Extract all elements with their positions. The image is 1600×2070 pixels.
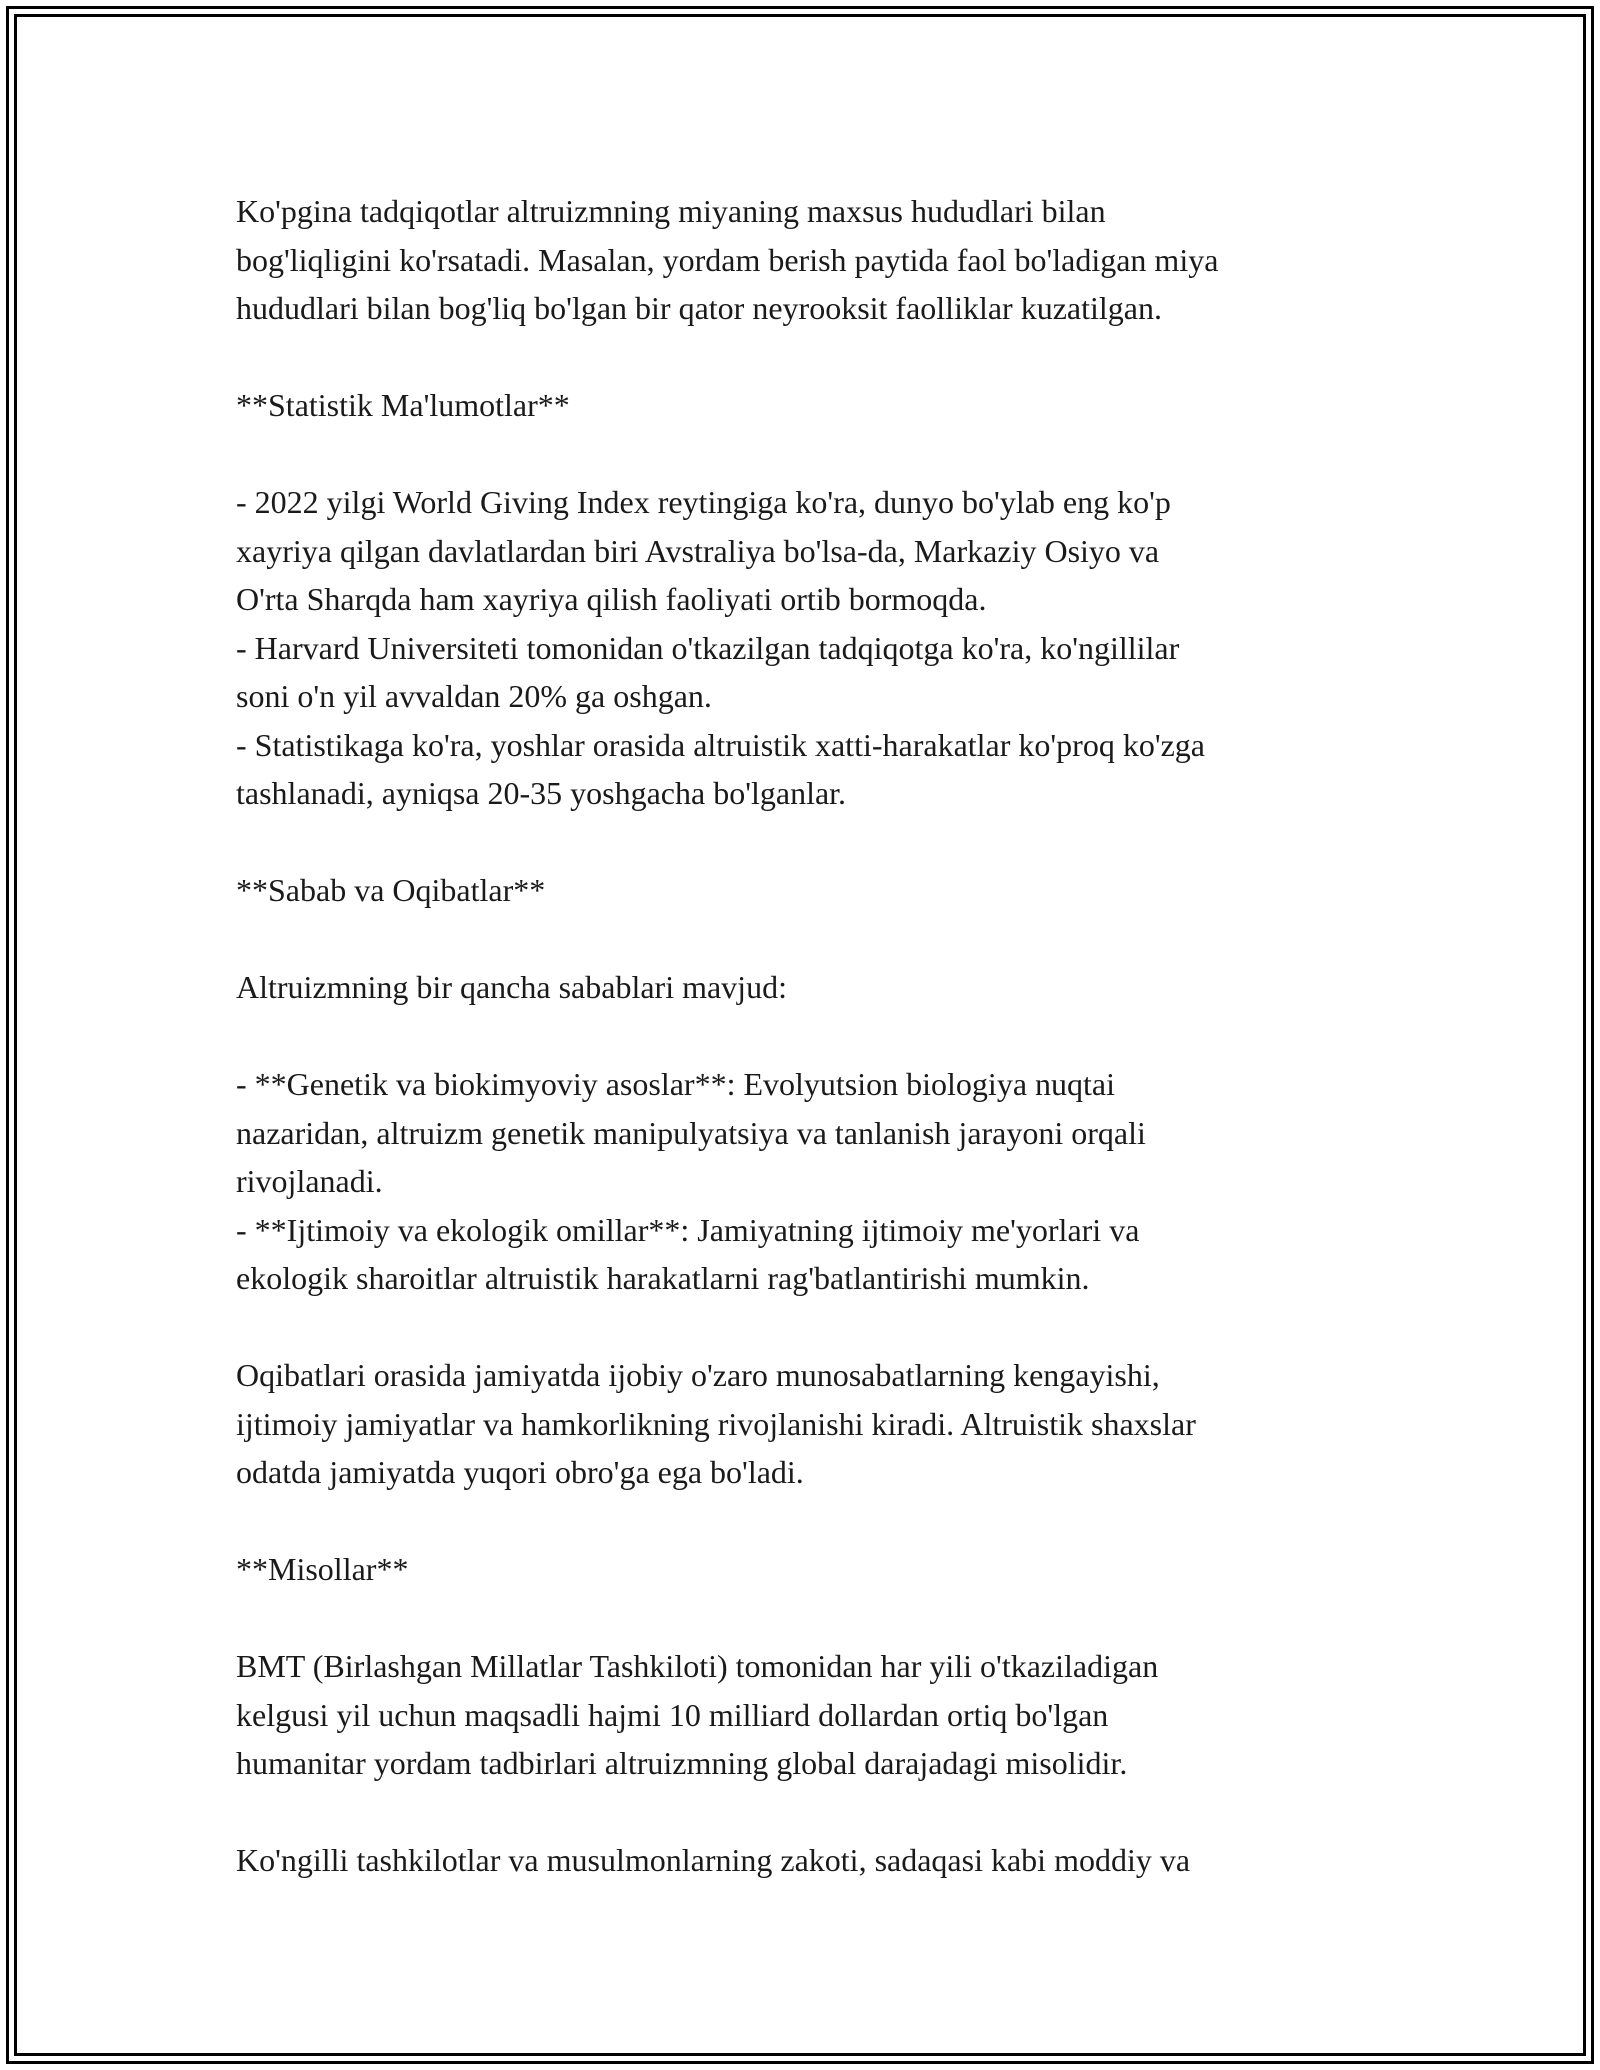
- text-line: - **Ijtimoiy va ekologik omillar**: Jamiyatning ijtimoiy me'yorlari va: [236, 1211, 1140, 1248]
- text-line: nazaridan, altruizm genetik manipulyatsiya va tanlanish jarayoni orqali: [236, 1114, 1146, 1151]
- text-line: xayriya qilgan davlatlardan biri Avstraliya bo'lsa-da, Markaziy Osiyo va: [236, 532, 1160, 569]
- text-line: humanitar yordam tadbirlari altruizmning global darajadagi misolidir.: [236, 1745, 1128, 1781]
- text-line: bog'liqligini ko'rsatadi. Masalan, yordam berish paytida faol bo'ladigan miya: [236, 241, 1219, 278]
- text-line: O'rta Sharqda ham xayriya qilish faoliyati ortib bormoqda.: [236, 581, 987, 617]
- heading-statistik: **Statistik Ma'lumotlar**: [236, 387, 570, 423]
- text-line: ekologik sharoitlar altruistik harakatlarni rag'batlantirishi mumkin.: [236, 1260, 1090, 1296]
- causes-list: [236, 1060, 1386, 1303]
- text-line: tashlanadi, ayniqsa 20-35 yoshgacha bo'lganlar.: [236, 775, 847, 811]
- paragraph-sabab-intro: Altruizmning bir qancha sabablari mavjud:: [236, 969, 787, 1005]
- stats-list: [236, 478, 1386, 818]
- text-line: - 2022 yilgi World Giving Index reytingiga ko'ra, dunyo bo'ylab eng ko'p: [236, 484, 1171, 520]
- text-line: - Statistikaga ko'ra, yoshlar orasida altruistik xatti-harakatlar ko'proq ko'zga: [236, 726, 1205, 763]
- text-line: Oqibatlari orasida jamiyatda ijobiy o'zaro munosabatlarning kengayishi,: [236, 1357, 1160, 1393]
- text-line: rivojlanadi.: [236, 1163, 383, 1199]
- text-line: Ko'ngilli tashkilotlar va musulmonlarning zakoti, sadaqasi kabi moddiy va: [236, 1842, 1191, 1878]
- text-line: soni o'n yil avvaldan 20% ga oshgan.: [236, 678, 712, 714]
- text-line: - **Genetik va biokimyoviy asoslar**: Evolyutsion biologiya nuqtai: [236, 1066, 1115, 1102]
- heading-sabab: **Sabab va Oqibatlar**: [236, 872, 546, 908]
- text-line: - Harvard Universiteti tomonidan o'tkazilgan tadqiqotga ko'ra, ko'ngillilar: [236, 629, 1180, 666]
- text-line: BMT (Birlashgan Millatlar Tashkiloti) tomonidan har yili o'tkaziladigan: [236, 1648, 1159, 1684]
- document-body: [236, 187, 1386, 1885]
- paragraph-bmt: [236, 1642, 1386, 1788]
- text-line: Ko'pgina tadqiqotlar altruizmning miyaning maxsus hududlari bilan: [236, 193, 1106, 229]
- paragraph-last: [236, 1836, 1386, 1885]
- text-line: hududlari bilan bog'liq bo'lgan bir qator neyrooksit faolliklar kuzatilgan.: [236, 290, 1162, 326]
- text-line: ijtimoiy jamiyatlar va hamkorlikning rivojlanishi kiradi. Altruistik shaxslar: [236, 1405, 1196, 1442]
- heading-misollar: **Misollar**: [236, 1551, 409, 1587]
- paragraph-intro: [236, 187, 1386, 333]
- text-line: kelgusi yil uchun maqsadli hajmi 10 milliard dollardan ortiq bo'lgan: [236, 1696, 1109, 1733]
- paragraph-oqibat: [236, 1351, 1386, 1497]
- text-line: odatda jamiyatda yuqori obro'ga ega bo'ladi.: [236, 1454, 804, 1490]
